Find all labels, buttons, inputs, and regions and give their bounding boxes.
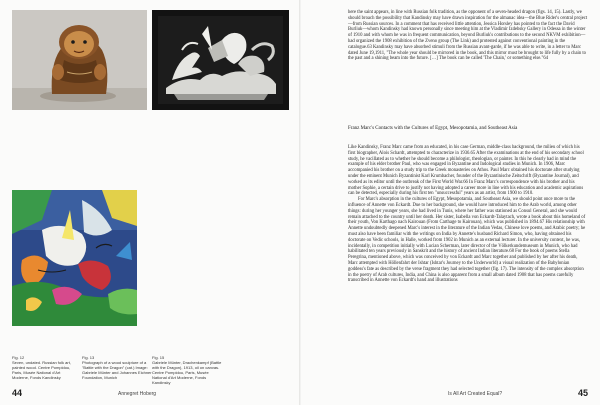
body-text bbox=[348, 145, 588, 284]
figure-13-number: Fig. 13 bbox=[82, 355, 95, 360]
section-heading: Franz Marc's Contacts with the Cultures of Egypt, Mesopotamia, and Southeast Asia bbox=[348, 126, 518, 131]
left-page-number: 44 bbox=[12, 388, 23, 398]
figure-13-image bbox=[152, 10, 289, 110]
left-running-head: Annegret Hoberg bbox=[118, 391, 157, 397]
figure-13-caption-text: Photograph of a wood sculpture of a "Battle with the Dragon" (cat.) Image: Gabriele Münter and Johannes Eichner Foundation, Munich bbox=[82, 360, 152, 380]
figure-12-image bbox=[12, 10, 147, 110]
figure-15-image bbox=[12, 190, 137, 326]
figure-15-caption bbox=[152, 355, 222, 385]
top-paragraph-text: here the saint appears, in line with Russian folk tradition, as the opponent of a seven-headed dragon (figs. 14, 15). Lastly, we should broach the possibility that Kandinsky may have drawn inspiration for the almanac idea—the Blue Rider's central project—from Russian sources. In a comment that has received little attention, Jessica Horsley has pointed to the fact the David Burliuk—whom Kandinsky had known personally since meeting him at the Vladimir Izdebsky Gallery in Odessa in the winter of 1910 and with whom he was in frequent communication, beyond Burliuk's contributions to the second NKVM exhibition—had organized the 1908 exhibition of the Zveno group (The Link) and protested against conventional painting in the catalogue.63 Kandinsky may have absorbed stimuli from the Russian avant-garde, if he was able to write, in a letter to Marc dated June 19,1911, "The whole year should be mirrored in the book, and this mirror must be brought to life fully by a chain to the past and a shining beam into the future. […] The book can be called 'The Chain,' or something else."64 bbox=[348, 10, 588, 62]
figure-15-number: Fig. 15 bbox=[152, 355, 165, 360]
figure-12-caption bbox=[12, 355, 74, 380]
book-gutter bbox=[299, 0, 301, 405]
figure-13-caption bbox=[82, 355, 152, 380]
figure-12-caption-text: Seven, undated. Russian folk art, painted wood. Centre Pompidou, Paris, Musée National d'Art Moderne, Fonds Kandinsky bbox=[12, 360, 71, 380]
body-paragraph: For Marc's absorption in the cultures of Egypt, Mesopotamia, and Southeast Asia, we should point once more to the influence of Annette von Eckardt. Due to her background, she would have introduced him to the Arab world, among other things: during her younger years, she had lived in Tunis, where her father was stationed as Consul General, and she would remain attached to the country until her death. Her sister, Isabella von Eckardt-Talaytach, wrote a book about this homeland of their youth, Von Karthago nach Kairouan (From Carthage to Kairouan), which was published in 1894.67 His relationship with Annette undoubtedly deepened Marc's interest in the literature of the Indian Vedas, Chinese love poems, and Arabic poetry; he must also have been familiar with the writings on India by Annette's husband Richard Simon, who, having obtained his doctorate on Vedic schools, in Halle, worked from 1902 in Munich as an external lecturer. In the university context, he was, incidentally, in competition initially with Lucian Scherman, later director of the Völkerkundemuseum in Munich, who had habilitated ten years previously in Sanskrit and the history of ancient Indian literature.68 For the book of poems Stella Peregrina, mentioned above, which was conceived by von Eckardt and Marc together and published by her after his death, Marc attempted with Höllenfahrt der Ishtar (Ishtar's Journey to the Underworld) a visual realization of the Babylonian goddess's fate as described by the verse fragment they had selected together (fig. 17). The intensity of the complex absorption in the poetry of Arab cultures, India, and China is also apparent from a small album dated 1908 that has poems carefully transcribed in Annette von Eckardt's hand and illustrations bbox=[348, 197, 586, 284]
right-page-number: 45 bbox=[578, 388, 589, 398]
figure-15-caption-text: Gabriele Münter, Drachenkampf (Battle with the Dragon), 1913, oil on canvas. Centre Pompidou, Paris, Musée National d'Art Moderne, Fonds Kandinsky bbox=[152, 360, 222, 385]
right-running-head: Is All Art Created Equal? bbox=[448, 391, 503, 397]
figure-12-number: Fig. 12 bbox=[12, 355, 25, 360]
top-paragraph bbox=[348, 10, 588, 62]
body-paragraph: Like Kandinsky, Franz Marc came from an educated, in his case German, middle-class background, the milieu of which his first biographer, Alois Schardt, attempted to characterize in 1936.65 After the examinations at the end of his secondary school study, he vacillated as to whether he should become a philologist, theologian, or painter. In this he clearly had in mind the example of his elder brother Paul, who was engaged in Byzantine and Indological studies in Munich. In 1906, Marc accompanied his brother on a study trip to the Greek monasteries on Athos. Paul Marc obtained his doctorate after studying under the eminent Munich Byzantinist Karl Krumbacher, founder of the Byzantinische Zeitschrift (Byzantine Journal), and worked as its editor until the outbreak of the First World War.66 In Franz Marc's correspondence with his brother and his mother Sophie, a certain drive to justify not having adopted a career more in line with his education and academic aspirations can be detected, especially during his first ten "unsuccessful" years as an artist, from 1900 to 1910. bbox=[348, 145, 584, 197]
